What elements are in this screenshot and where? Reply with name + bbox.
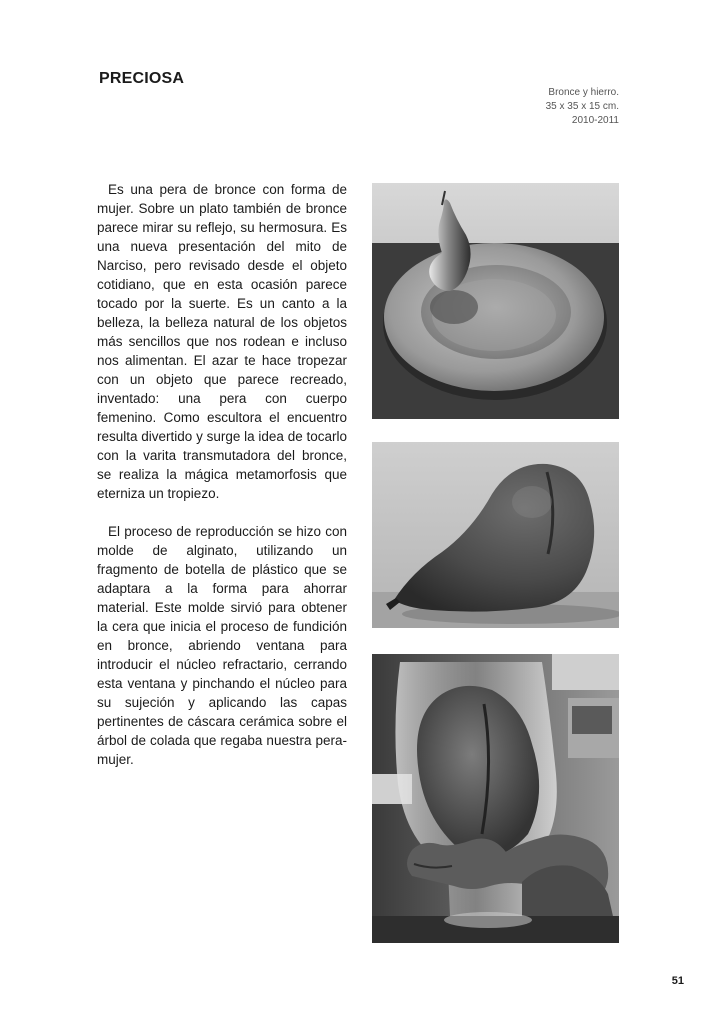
photo-pear-in-mold bbox=[372, 654, 619, 943]
photo-pear-closeup bbox=[372, 442, 619, 628]
paragraph-process: El proceso de reproducción se hizo con molde de alginato, utilizando un fragmento de botella de plástico que se adaptara a la forma para ahorrar material. Este molde sirvió para obtener la cera que inicia el proceso de fundición en bronce, abriendo ventana para introducir el núcleo refractario, cerrando esta ventana y pinchando el núcleo para su sujeción y aplicando las capas pertinentes de cáscara cerámica sobre el árbol de colada que regaba nuestra pera-mujer. bbox=[97, 524, 347, 767]
body-text bbox=[97, 180, 347, 769]
page-number: 51 bbox=[671, 975, 684, 987]
artwork-details bbox=[546, 86, 619, 128]
page-title: PRECIOSA bbox=[99, 70, 185, 87]
photo-pear-on-plate bbox=[372, 183, 619, 419]
artwork-dimensions: 35 x 35 x 15 cm. bbox=[545, 101, 619, 112]
paragraph-description: Es una pera de bronce con forma de mujer. Sobre un plato también de bronce parece mirar su reflejo, su hermosura. Es una nueva presentación del mito de Narciso, pero revisado desde el objeto cotidiano, que en esta ocasión parece tocado por la suerte. Es un canto a la belleza, la belleza natural de los objetos más sencillos que nos rodean e incluso nos alimentan. El azar te hace tropezar con un objeto que parece recreado, inventado: una pera con cuerpo femenino. Como escultora el encuentro resulta divertido y surge la idea de tocarlo con la varita transmutadora del bronce, se realiza la mágica metamorfosis que eterniza un tropiezo. bbox=[97, 182, 347, 501]
artwork-materials: Bronce y hierro. bbox=[548, 87, 619, 98]
artwork-years: 2010-2011 bbox=[571, 115, 619, 126]
